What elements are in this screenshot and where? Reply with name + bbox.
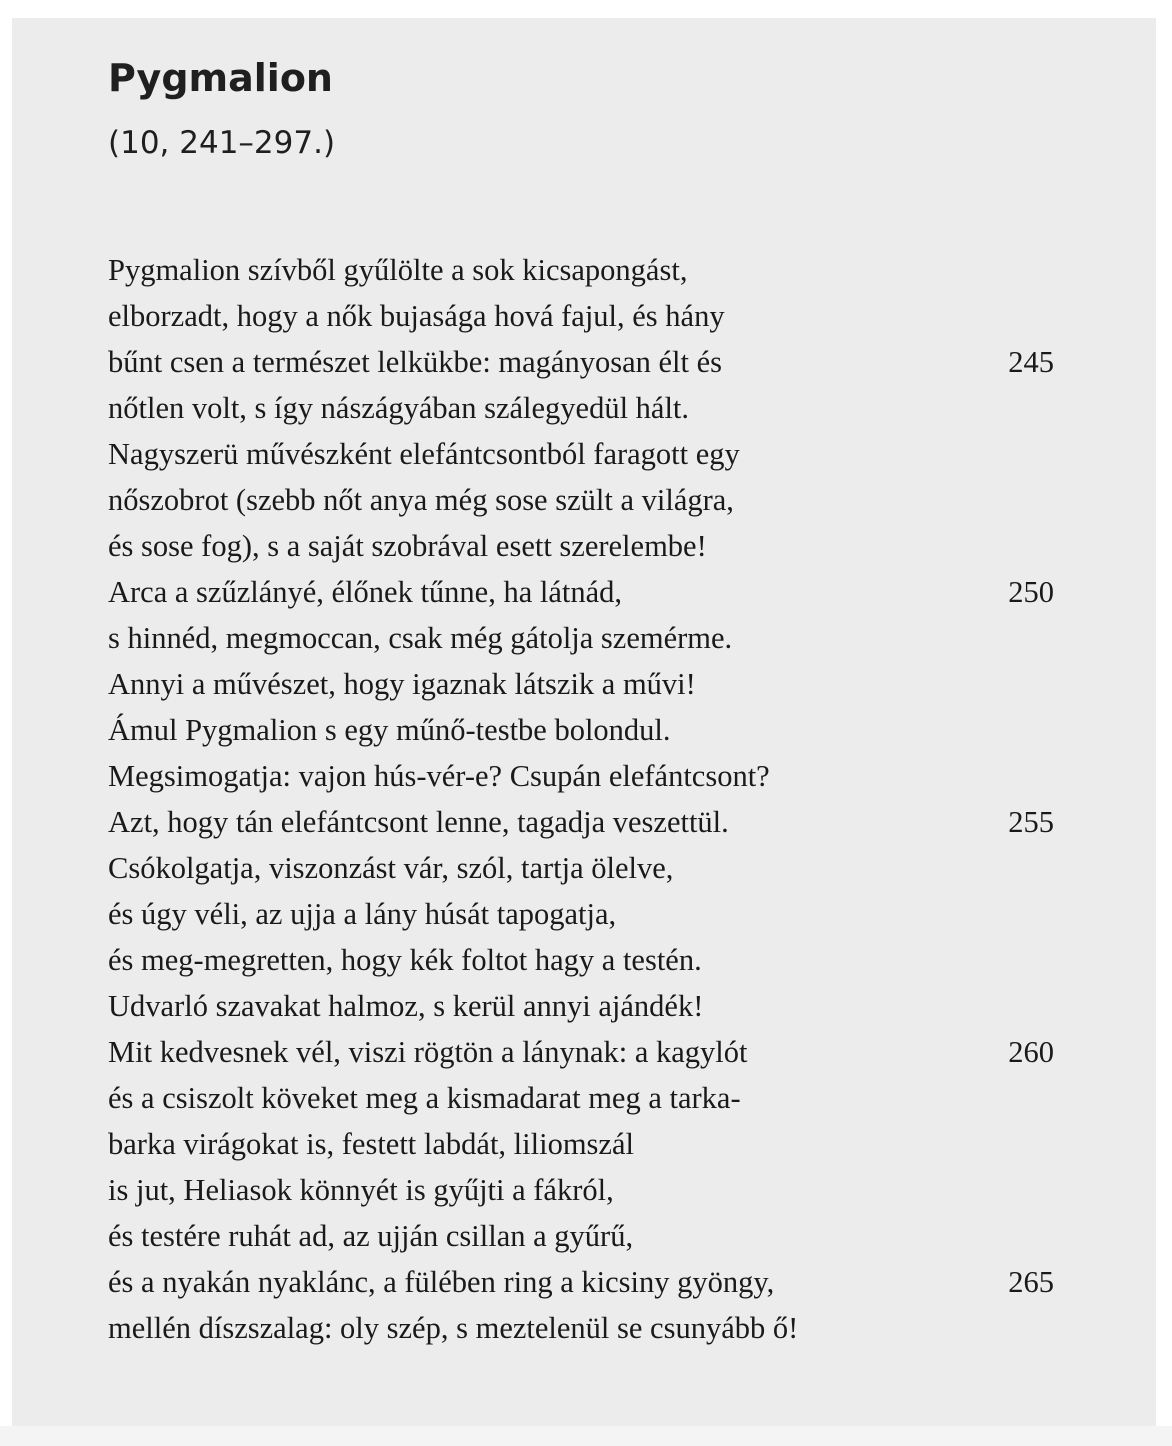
poem-line-text: Pygmalion szívből gyűlölte a sok kicsapongást, bbox=[108, 253, 688, 287]
poem-line-text: is jut, Heliasok könnyét is gyűjti a fákról, bbox=[108, 1173, 614, 1207]
poem-line-text: Arca a szűzlányé, élőnek tűnne, ha látnád, bbox=[108, 575, 623, 609]
poem-line-text: Udvarló szavakat halmoz, s kerül annyi ajándék! bbox=[108, 989, 704, 1023]
poem-line bbox=[108, 891, 1058, 937]
line-number: 245 bbox=[1008, 345, 1054, 379]
page bbox=[12, 18, 1156, 1426]
poem-line bbox=[108, 845, 1058, 891]
poem-line-text: nőtlen volt, s így nászágyában szálegyedül hált. bbox=[108, 391, 690, 425]
poem-line bbox=[108, 1121, 1058, 1167]
poem-line-text: Mit kedvesnek vél, viszi rögtön a lánynak: a kagylót bbox=[108, 1035, 748, 1069]
line-number: 255 bbox=[1008, 805, 1054, 839]
poem-line bbox=[108, 615, 1058, 661]
line-number: 265 bbox=[1008, 1265, 1054, 1299]
line-number: 250 bbox=[1008, 575, 1054, 609]
poem-line-text: és a nyakán nyaklánc, a fülében ring a kicsiny gyöngy, bbox=[108, 1265, 775, 1299]
poem-line-text: bűnt csen a természet lelkükbe: magányosan élt és bbox=[108, 345, 723, 379]
poem-line-text: és a csiszolt köveket meg a kismadarat meg a tarka- bbox=[108, 1081, 741, 1115]
poem-line bbox=[108, 293, 1058, 339]
poem-line bbox=[108, 983, 1058, 1029]
poem-line bbox=[108, 1213, 1058, 1259]
poem-line bbox=[108, 1029, 1058, 1075]
poem-line bbox=[108, 1075, 1058, 1121]
poem-line bbox=[108, 661, 1058, 707]
poem-line-text: és testére ruhát ad, az ujján csillan a gyűrű, bbox=[108, 1219, 634, 1253]
poem-line-text: Annyi a művészet, hogy igaznak látszik a művi! bbox=[108, 667, 696, 701]
poem-line bbox=[108, 523, 1058, 569]
poem-line bbox=[108, 1167, 1058, 1213]
poem-line bbox=[108, 247, 1058, 293]
poem-line-text: és meg-megretten, hogy kék foltot hagy a testén. bbox=[108, 943, 702, 977]
poem-line-text: és úgy véli, az ujja a lány húsát tapogatja, bbox=[108, 897, 617, 931]
page-subtitle: (10, 241–297.) bbox=[108, 125, 336, 161]
line-number: 260 bbox=[1008, 1035, 1054, 1069]
poem-line bbox=[108, 477, 1058, 523]
poem-line-text: Csókolgatja, viszonzást vár, szól, tartja ölelve, bbox=[108, 851, 674, 885]
poem-line-text: Megsimogatja: vajon hús-vér-e? Csupán elefántcsont? bbox=[108, 759, 770, 793]
poem-line-text: nőszobrot (szebb nőt anya még sose szült a világra, bbox=[108, 483, 734, 517]
poem-line bbox=[108, 1259, 1058, 1305]
poem-line bbox=[108, 937, 1058, 983]
poem-line-text: elborzadt, hogy a nők bujasága hová fajul, és hány bbox=[108, 299, 725, 333]
page-title: Pygmalion bbox=[108, 56, 333, 100]
poem-line bbox=[108, 339, 1058, 385]
poem-line bbox=[108, 707, 1058, 753]
poem-line-text: s hinnéd, megmoccan, csak még gátolja szemérme. bbox=[108, 621, 733, 655]
poem-line-text: Ámul Pygmalion s egy műnő-testbe bolondul. bbox=[108, 713, 671, 747]
poem bbox=[108, 247, 1058, 1351]
poem-line bbox=[108, 431, 1058, 477]
poem-line-text: barka virágokat is, festett labdát, liliomszál bbox=[108, 1127, 634, 1161]
poem-line-text: és sose fog), s a saját szobrával esett szerelembe! bbox=[108, 529, 707, 563]
poem-line bbox=[108, 799, 1058, 845]
poem-line-text: Nagyszerü művészként elefántcsontból faragott egy bbox=[108, 437, 740, 471]
poem-line bbox=[108, 569, 1058, 615]
poem-line-text: Azt, hogy tán elefántcsont lenne, tagadja veszettül. bbox=[108, 805, 729, 839]
bottom-strip bbox=[0, 1426, 1172, 1446]
poem-line bbox=[108, 385, 1058, 431]
poem-line-text: mellén díszszalag: oly szép, s meztelenül se csunyább ő! bbox=[108, 1311, 799, 1345]
poem-line bbox=[108, 753, 1058, 799]
poem-line bbox=[108, 1305, 1058, 1351]
